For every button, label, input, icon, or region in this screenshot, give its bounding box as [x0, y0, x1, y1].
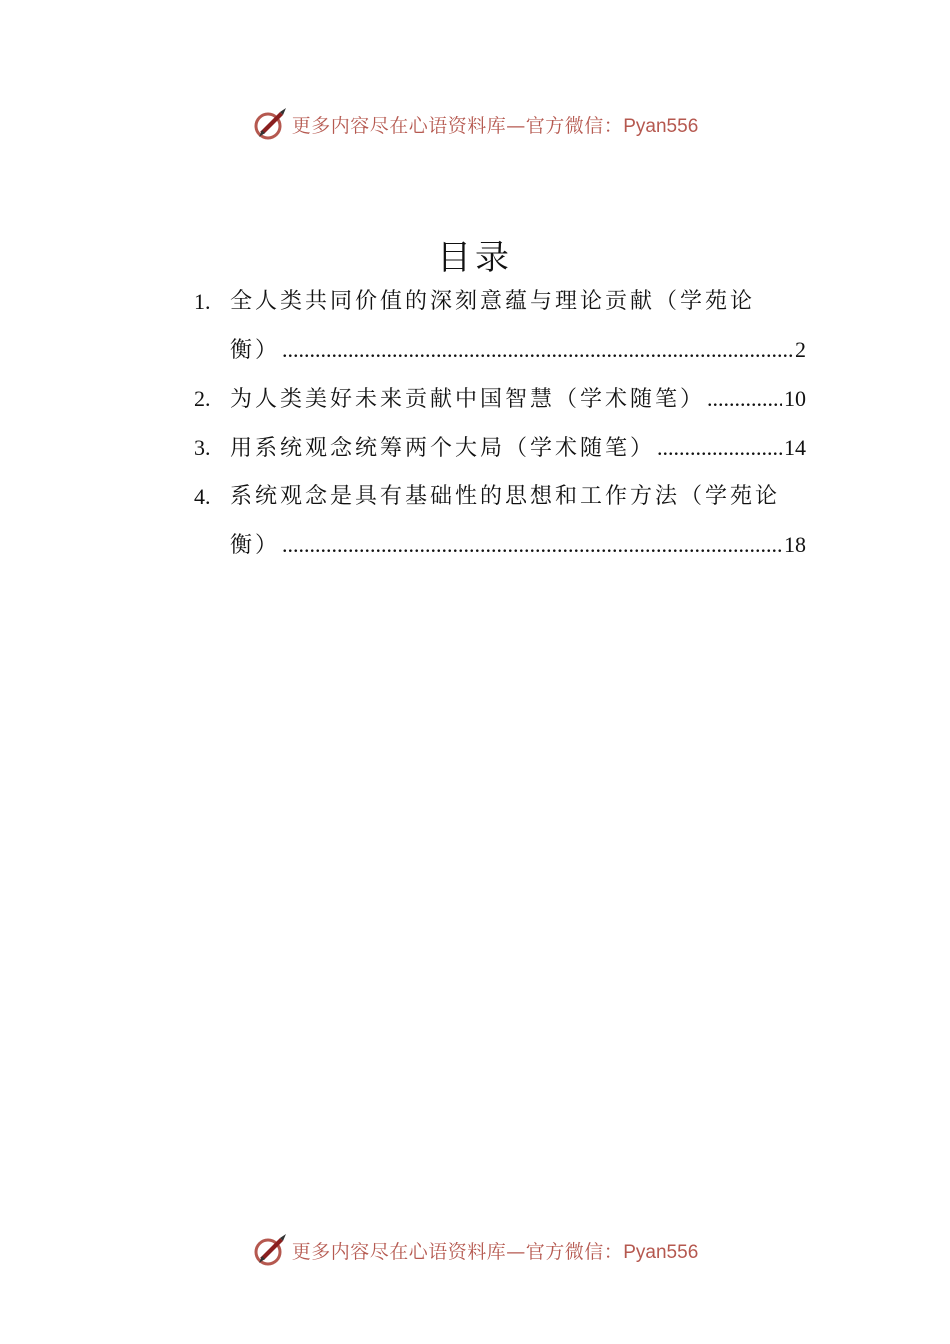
toc-entry-title: 全人类共同价值的深刻意蕴与理论贡献（学苑论: [230, 289, 756, 314]
toc-title: 目录: [437, 238, 513, 278]
toc-entry-number: 3.: [194, 435, 211, 460]
toc-entry-title-cont: 衡）: [230, 338, 281, 363]
toc-entry-line: [230, 278, 806, 326]
toc-entry-number: 2.: [194, 386, 211, 411]
toc-entry-line: [230, 521, 806, 570]
toc-entry-4[interactable]: [194, 473, 806, 570]
toc-entry-page: 18: [784, 532, 806, 557]
toc-entry-line: [230, 375, 806, 424]
footer-banner: [0, 1232, 950, 1268]
toc-entry-title: 用系统观念统筹两个大局（学术随笔）: [230, 436, 656, 461]
toc-entry-2[interactable]: [194, 375, 806, 424]
dot-leader: [707, 375, 782, 423]
dot-leader: [657, 424, 782, 472]
banner-slogan: 更多内容尽在心语资料库—官方微信：: [291, 114, 624, 137]
banner-content: [252, 106, 699, 142]
toc-entry-number: 1.: [194, 289, 211, 314]
toc-entry-line: [230, 326, 806, 375]
banner-wechat-id: Pyan556: [623, 115, 699, 137]
banner-text: [292, 111, 699, 138]
quill-logo-icon: [252, 106, 288, 142]
toc-entry-title: 系统观念是具有基础性的思想和工作方法（学苑论: [230, 484, 781, 509]
toc-entry-1[interactable]: [194, 278, 806, 375]
banner-content: [252, 1232, 699, 1268]
dot-leader: [282, 521, 782, 569]
dot-leader: [282, 326, 793, 374]
banner-slogan: 更多内容尽在心语资料库—官方微信：: [291, 1240, 624, 1263]
toc-entry-title-cont: 衡）: [230, 533, 281, 558]
header-banner: [0, 106, 950, 142]
toc-entry-page: 2: [795, 337, 806, 362]
banner-text: [292, 1237, 699, 1264]
toc-entry-title: 为人类美好未来贡献中国智慧（学术随笔）: [230, 387, 706, 412]
toc-entry-number: 4.: [194, 484, 211, 509]
toc-entry-page: 14: [784, 435, 806, 460]
toc-list: [194, 278, 806, 570]
toc-entry-page: 10: [784, 386, 806, 411]
toc-entry-line: [230, 424, 806, 473]
quill-logo-icon: [252, 1232, 288, 1268]
toc-entry-line: [230, 473, 806, 521]
banner-wechat-id: Pyan556: [623, 1241, 699, 1263]
toc-entry-3[interactable]: [194, 424, 806, 473]
